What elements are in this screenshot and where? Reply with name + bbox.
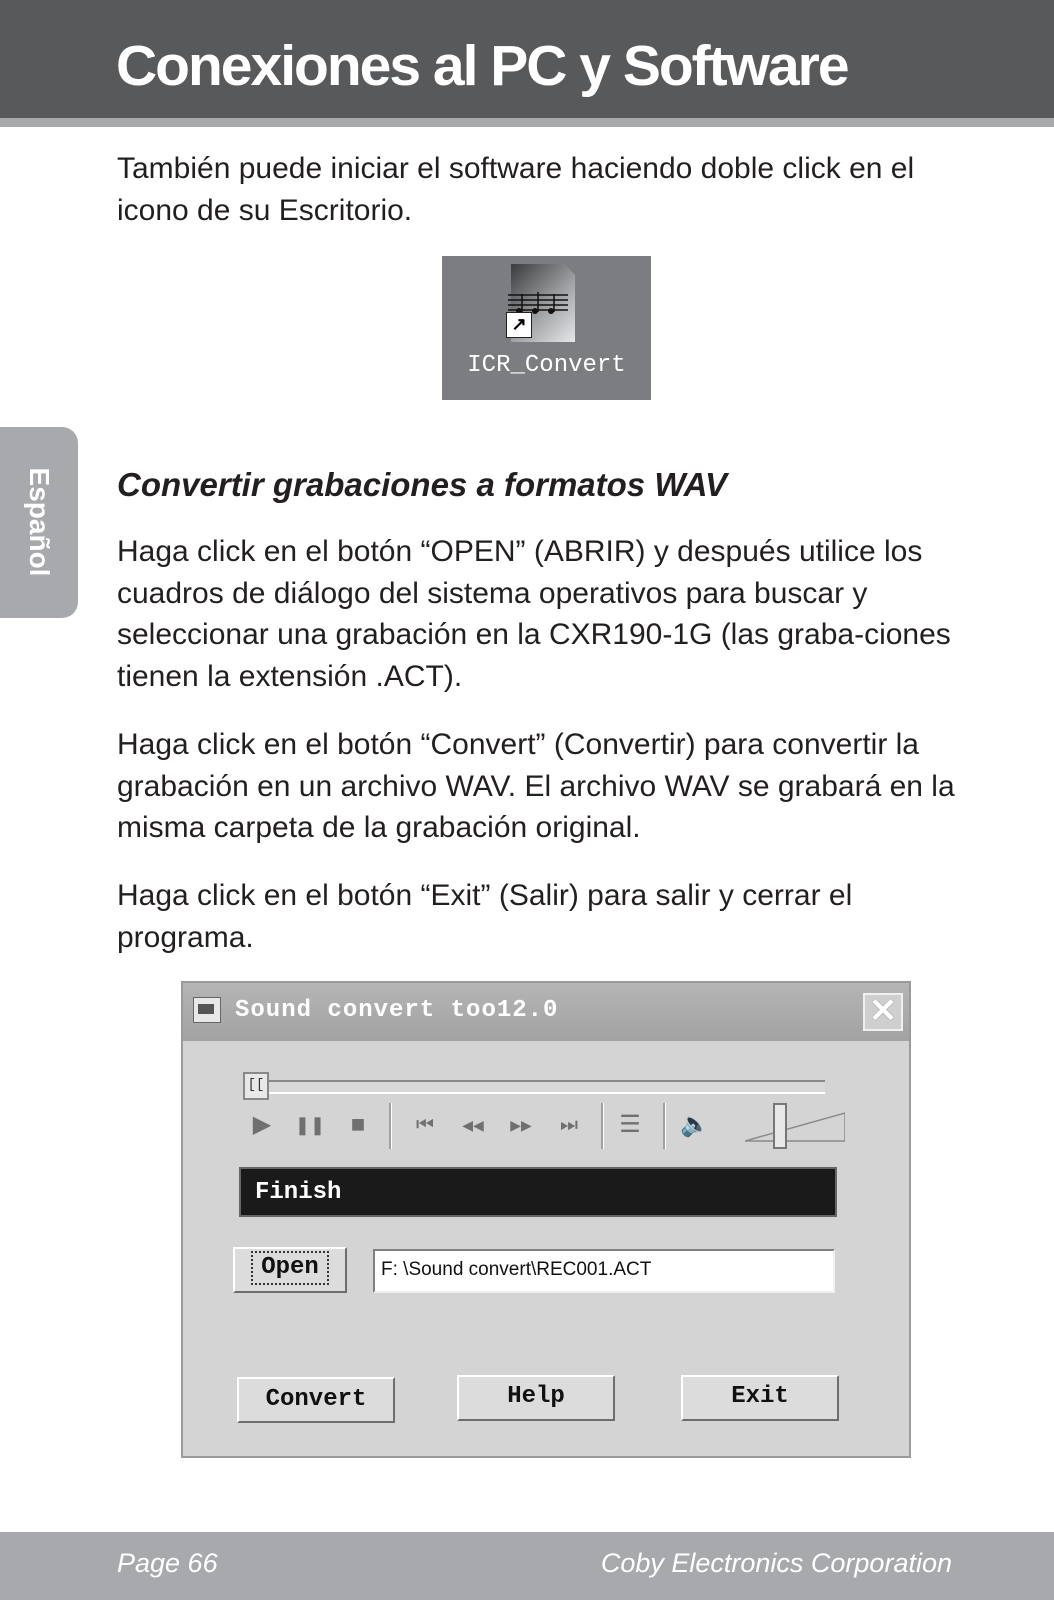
company-name: Coby Electronics Corporation — [600, 1548, 952, 1578]
sound-convert-dialog — [181, 981, 911, 1458]
stop-button[interactable]: ■ — [350, 1111, 366, 1138]
section-heading: Convertir grabaciones a formatos WAV — [117, 466, 728, 503]
seek-slider-track[interactable] — [245, 1080, 825, 1094]
volume-slider-thumb[interactable] — [773, 1103, 787, 1149]
file-path-field[interactable] — [373, 1249, 835, 1293]
intro-paragraph: También puede iniciar el software haciendo doble click en el icono de su Escritorio. — [117, 152, 915, 227]
first-track-button[interactable]: ⏮ — [416, 1114, 434, 1136]
volume-icon[interactable]: 🔈 — [680, 1111, 710, 1138]
desktop-icon-label: ICR_Convert — [467, 352, 626, 379]
paragraph-open: Haga click en el botón “OPEN” (ABRIR) y después utilice los cuadros de diálogo del sistema operativos para buscar y seleccionar una grabación en la CXR190-1G (las graba-ciones tienen la extensión .ACT). — [117, 535, 951, 693]
paragraph-convert: Haga click en el botón “Convert” (Convertir) para convertir la grabación en un archivo WAV. El archivo WAV se grabará en la misma carpeta de la grabación original. — [117, 728, 955, 844]
shortcut-arrow-icon: ↗ — [506, 312, 532, 338]
header-rule — [0, 118, 1054, 127]
page-title: Conexiones al PC y Software — [116, 34, 848, 98]
footer-band — [0, 1532, 1054, 1600]
rewind-button[interactable]: ◀◀ — [462, 1117, 484, 1133]
help-button[interactable]: Help — [457, 1375, 615, 1421]
paragraph-exit: Haga click en el botón “Exit” (Salir) para salir y cerrar el programa. — [117, 879, 853, 954]
dialog-title: Sound convert too12.0 — [235, 997, 559, 1024]
open-button-label: Open — [251, 1251, 329, 1285]
playlist-button[interactable]: ☰ — [619, 1111, 641, 1138]
toolbar-separator — [389, 1103, 392, 1149]
exit-button[interactable]: Exit — [681, 1375, 839, 1421]
language-tab — [0, 427, 78, 618]
close-button[interactable]: ✕ — [863, 993, 903, 1031]
desktop-icon[interactable] — [442, 256, 651, 400]
play-button[interactable]: ▶ — [252, 1111, 272, 1138]
status-text: Finish — [255, 1179, 342, 1206]
app-icon — [193, 997, 221, 1023]
status-display — [239, 1167, 837, 1217]
language-tab-label: Español — [24, 467, 55, 577]
toolbar-separator — [663, 1103, 666, 1149]
fast-forward-button[interactable]: ▶▶ — [510, 1117, 532, 1133]
open-button[interactable] — [233, 1247, 347, 1293]
dialog-titlebar[interactable] — [183, 983, 909, 1041]
file-path-value: F: \Sound convert\REC001.ACT — [381, 1259, 652, 1280]
pause-button[interactable]: ❚❚ — [294, 1115, 326, 1135]
volume-slider-track[interactable] — [745, 1111, 845, 1145]
page-number: Page 66 — [117, 1548, 218, 1578]
convert-button[interactable]: Convert — [237, 1377, 395, 1423]
toolbar-separator — [601, 1103, 604, 1149]
seek-slider-thumb[interactable]: [[ — [243, 1072, 269, 1100]
last-track-button[interactable]: ⏭ — [560, 1114, 578, 1136]
